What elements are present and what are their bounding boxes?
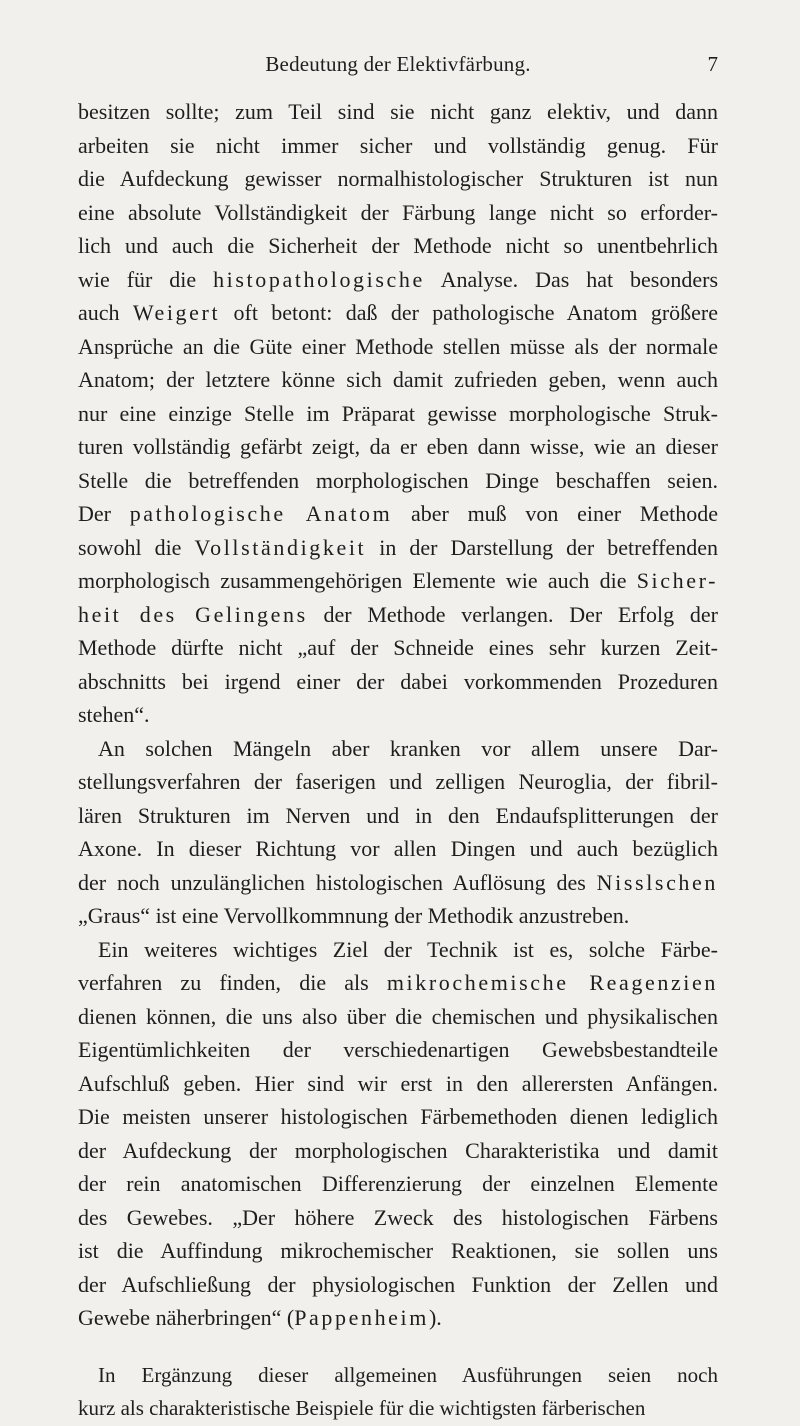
text-line [78, 531, 718, 565]
text-run: Die meisten unserer histologischen Färbemethoden dienen lediglich [78, 1104, 718, 1129]
text-line [78, 1392, 718, 1426]
text-line [78, 799, 718, 833]
spaced-emphasis: heit des Gelingens [78, 601, 308, 627]
text-line [78, 296, 718, 330]
text-run: turen vollständig gefärbt zeigt, da er eben dann wisse, wie an dieser [78, 434, 718, 459]
text-line [78, 464, 718, 498]
text-run: abschnitts bei irgend einer der dabei vorkommenden Prozeduren [78, 668, 718, 694]
text-line [78, 631, 718, 665]
text-line [78, 665, 718, 699]
text-run: In Ergänzung dieser allgemeinen Ausführungen seien noch [98, 1362, 718, 1387]
text-line [78, 1234, 718, 1268]
spaced-emphasis: Nisslschen [596, 869, 718, 895]
text-run: des Gewebes. „Der höhere Zweck des histologischen Färbens [78, 1204, 718, 1230]
text-line [78, 1201, 718, 1235]
text-line [78, 1000, 718, 1034]
running-title: Bedeutung der Elektivfärbung. [265, 52, 531, 76]
text-run: nur eine einzige Stelle im Präparat gewisse morphologische Struk- [78, 400, 718, 426]
text-run: Aufschluß geben. Hier sind wir erst in den allerersten Anfängen. [78, 1070, 718, 1096]
text-line [78, 1033, 718, 1067]
paragraph-gap [78, 1335, 718, 1359]
spaced-emphasis: Sicher- [636, 568, 718, 593]
text-line [78, 1268, 718, 1302]
text-line [78, 330, 718, 364]
page-header [78, 52, 718, 80]
text-line [78, 1167, 718, 1201]
text-line [78, 1067, 718, 1101]
text-run: sowohl die [78, 534, 195, 560]
text-line [78, 564, 718, 598]
text-line [78, 196, 718, 230]
text-line [78, 1134, 718, 1168]
text-line [78, 363, 718, 397]
text-line [78, 95, 718, 129]
text-run: An solchen Mängeln aber kranken vor allem unsere Dar- [98, 735, 718, 761]
text-run: aber muß von einer Methode [392, 501, 719, 526]
text-line [78, 866, 718, 900]
text-run: Ansprüche an die Güte einer Methode stellen müsse als der normale [78, 333, 718, 359]
text-line [78, 1100, 718, 1134]
paragraph [78, 933, 718, 1335]
text-run: ist die Auffindung mikrochemischer Reaktionen, sie sollen uns [78, 1238, 718, 1263]
paragraph [78, 732, 718, 933]
text-run: lären Strukturen im Nerven und in den Endaufsplitterungen der [78, 802, 718, 828]
spaced-emphasis: pathologische Anatom [129, 501, 393, 526]
text-line [78, 263, 718, 297]
text-run: besitzen sollte; zum Teil sind sie nicht ganz elektiv, und dann [78, 99, 718, 124]
text-run: Stelle die betreffenden morphologischen Dinge beschaffen seien. [78, 467, 718, 493]
text-run: der Aufdeckung der morphologischen Charakteristika und damit [78, 1137, 718, 1163]
text-line [78, 497, 718, 531]
text-run: der Methode verlangen. Der Erfolg der [307, 601, 718, 627]
text-line [78, 1301, 718, 1335]
text-run: der Aufschließung der physiologischen Funktion der Zellen und [78, 1271, 718, 1297]
body-text [78, 95, 718, 1426]
text-run: in der Darstellung der betreffenden [366, 534, 718, 560]
text-run: Der [78, 501, 130, 526]
text-run: der rein anatomischen Differenzierung der einzelnen Elemente [78, 1171, 718, 1196]
paragraph [78, 95, 718, 732]
text-line [78, 732, 718, 766]
text-line [78, 229, 718, 263]
spaced-emphasis: Pappenheim [294, 1305, 429, 1330]
spaced-emphasis: Vollständigkeit [194, 534, 367, 560]
text-run: „Graus“ ist eine Vervollkommnung der Methodik anzustreben. [78, 903, 630, 928]
text-run: der noch unzulänglichen histologischen Auflösung des [78, 869, 597, 895]
spaced-emphasis: Weigert [132, 300, 221, 325]
text-line [78, 397, 718, 431]
text-run: Methode dürfte nicht „auf der Schneide eines sehr kurzen Zeit- [78, 635, 718, 660]
text-line [78, 162, 718, 196]
text-run: stellungsverfahren der faserigen und zelligen Neuroglia, der fibril- [78, 769, 718, 794]
text-line [78, 933, 718, 967]
text-run: Gewebe näherbringen“ ( [78, 1305, 295, 1330]
text-line [78, 598, 718, 632]
text-run: Axone. In dieser Richtung vor allen Dingen und auch bezüglich [78, 836, 718, 861]
text-run: stehen“. [78, 702, 150, 727]
text-run: Analyse. Das hat besonders [424, 266, 719, 292]
spaced-emphasis: histopathologische [213, 266, 425, 292]
text-line [78, 430, 718, 464]
page-number: 7 [707, 52, 718, 76]
spaced-emphasis: mikrochemische Reagenzien [386, 970, 718, 995]
text-line [78, 832, 718, 866]
text-run: auch [78, 300, 133, 325]
text-run: Eigentümlichkeiten der verschiedenartigen Gewebsbestandteile [78, 1037, 718, 1062]
text-run: kurz als charakteristische Beispiele für die wichtigsten färberischen [78, 1396, 646, 1420]
text-run: oft betont: daß der pathologische Anatom größere [220, 300, 718, 325]
text-run: wie für die [78, 266, 214, 292]
text-run: verfahren zu finden, die als [78, 970, 387, 995]
text-line [78, 1359, 718, 1393]
paragraph [78, 1359, 718, 1426]
text-run: eine absolute Vollständigkeit der Färbung lange nicht so erforder- [78, 199, 718, 225]
text-run: lich und auch die Sicherheit der Methode nicht so unentbehrlich [78, 233, 718, 258]
text-run: arbeiten sie nicht immer sicher und vollständig genug. Für [78, 132, 718, 158]
text-line [78, 765, 718, 799]
text-line [78, 966, 718, 1000]
text-line [78, 899, 718, 933]
text-line [78, 698, 718, 732]
text-run: die Aufdeckung gewisser normalhistologischer Strukturen ist nun [78, 166, 718, 191]
text-run: morphologisch zusammengehörigen Elemente wie auch die [78, 568, 637, 593]
text-line [78, 129, 718, 163]
text-run: Anatom; der letztere könne sich damit zufrieden geben, wenn auch [78, 367, 718, 392]
text-run: ). [428, 1305, 442, 1330]
text-run: Ein weiteres wichtiges Ziel der Technik ist es, solche Färbe- [98, 936, 718, 962]
text-run: dienen können, die uns also über die chemischen und physikalischen [78, 1003, 718, 1029]
